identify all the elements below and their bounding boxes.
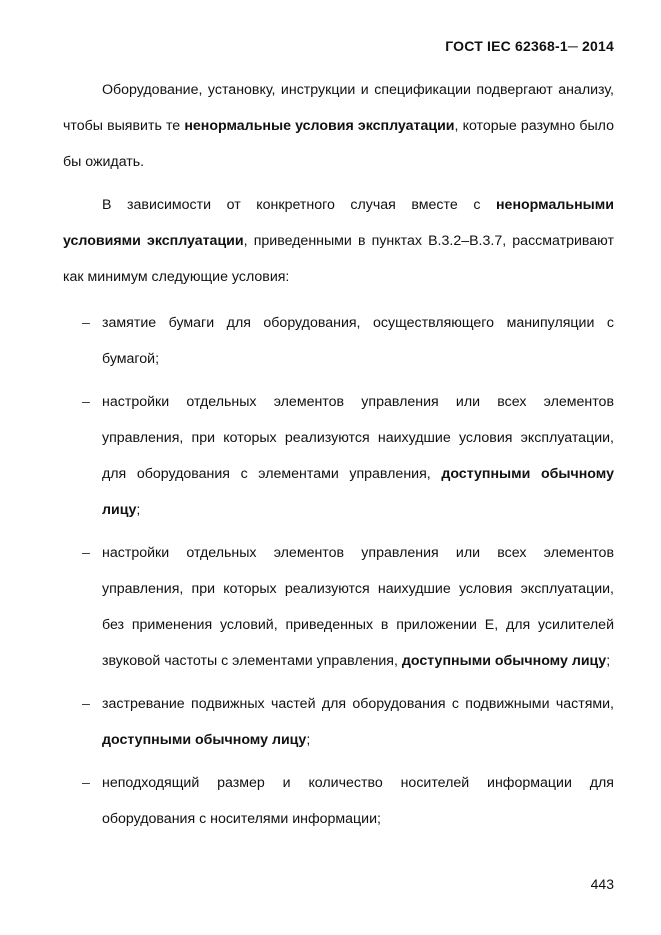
- list-item-3-term: доступными обычному лицу: [401, 653, 607, 669]
- paragraph-1-text-b: , которые разумно было бы ожидать.: [63, 118, 614, 170]
- list-item: [63, 535, 614, 679]
- list-item-2-term: доступными обычному лицу: [102, 466, 614, 518]
- list-item-4-term: доступными обычному лицу: [102, 732, 307, 748]
- paragraph-1: [63, 72, 614, 180]
- paragraph-2: [63, 187, 614, 295]
- list-item: [63, 686, 614, 758]
- list-item-3-text-a: настройки отдельных элементов управления или всех элементов управления, при которых реализуются наихудшие условия эксплуатации, без применения условий, приведенных в приложении Е, для усилителей звуковой частоты с элементами управления,: [102, 545, 614, 669]
- paragraph-1-term: ненормальные условия эксплуатации: [184, 118, 455, 134]
- page-content: [63, 72, 614, 837]
- paragraph-2-term: ненормальными условиями эксплуатации: [63, 197, 614, 249]
- list-dash: –: [82, 775, 90, 791]
- list-item-1-text: замятие бумаги для оборудования, осуществляющего манипуляции с бумагой;: [102, 315, 614, 367]
- conditions-list: [63, 305, 614, 837]
- list-item: [63, 384, 614, 528]
- list-item-3-text-b: ;: [606, 653, 611, 669]
- list-item-4-text-b: ;: [306, 732, 311, 748]
- list-dash: –: [82, 696, 90, 712]
- list-dash: –: [82, 394, 90, 410]
- paragraph-2-text-b: , приведенными в пунктах В.3.2–В.3.7, рассматривают как минимум следующие условия:: [63, 233, 615, 285]
- list-item-4-text-a: застревание подвижных частей для оборудования с подвижными частями,: [102, 696, 614, 712]
- page-header: ГОСТ IEC 62368-1─ 2014: [445, 38, 614, 54]
- list-item-2-text-a: настройки отдельных элементов управления или всех элементов управления, при которых реализуются наихудшие условия эксплуатации, для оборудования с элементами управления,: [102, 394, 614, 482]
- paragraph-1-text-a: Оборудование, установку, инструкции и спецификации подвергают анализу, чтобы выявить те: [63, 82, 614, 134]
- list-item-5-text: неподходящий размер и количество носителей информации для оборудования с носителями информации;: [102, 775, 614, 827]
- list-item-2-text-b: ;: [136, 502, 141, 518]
- list-item: [63, 305, 614, 377]
- page-number: 443: [590, 876, 614, 892]
- list-dash: –: [82, 545, 90, 561]
- list-dash: –: [82, 315, 90, 331]
- list-item: [63, 765, 614, 837]
- paragraph-2-text-a: В зависимости от конкретного случая вместе с: [102, 197, 496, 213]
